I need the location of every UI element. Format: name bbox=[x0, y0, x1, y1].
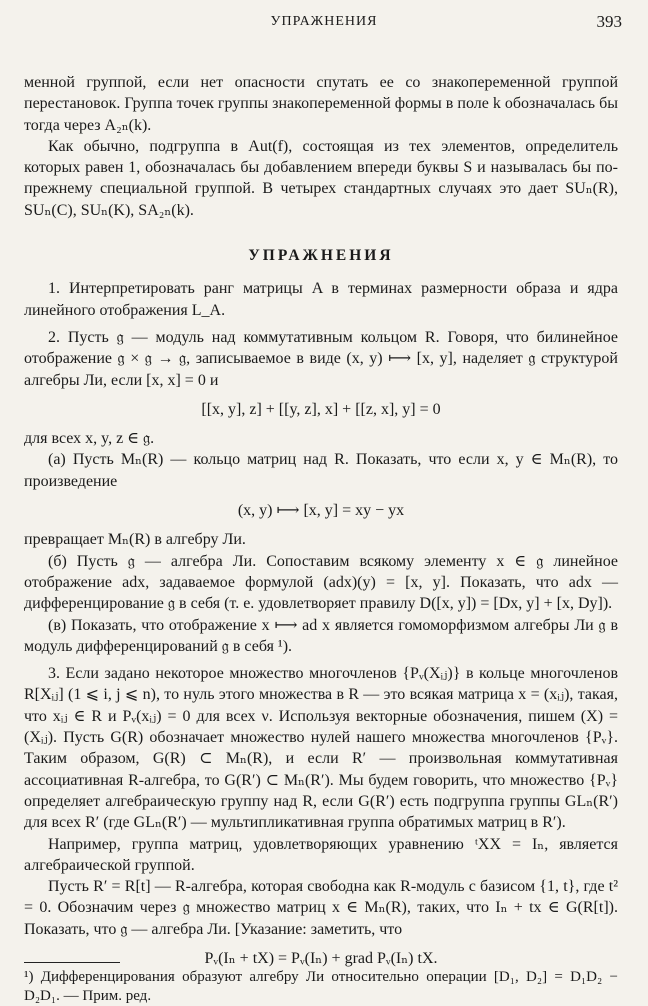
page-number: 393 bbox=[596, 12, 622, 31]
commutator-formula: (x, y) ⟼ [x, y] = xy − yx bbox=[237, 502, 405, 520]
exercise-2-forall: для всех x, y, z ∈ 𝔤. bbox=[24, 430, 155, 448]
intro-paragraph-1: менной группой, если нет опасности спутать ее со знакопеременной группой перестановок. Группа точек группы знакопеременной формы в поле k обозначалась бы тогда через A₂ₙ(k). bbox=[24, 74, 618, 134]
exercise-2a: (а) Пусть Mₙ(R) — кольцо матриц над R. Показать, что если x, y ∈ Mₙ(R), то произведение bbox=[24, 451, 618, 490]
section-heading: УПРАЖНЕНИЯ bbox=[248, 247, 394, 265]
running-header: УПРАЖНЕНИЯ bbox=[270, 14, 378, 29]
footnote-divider bbox=[24, 962, 120, 963]
exercise-1: 1. Интерпретировать ранг матрицы A в терминах размерности образа и ядра линейного отображения L_A. bbox=[24, 280, 618, 319]
intro-paragraph-2: Как обычно, подгруппа в Aut(f), состоящая из тех элементов, определитель которых равен 1, обозначалась бы добавлением впереди буквы S и называлась бы по-прежнему специальной группой. В четырех стандартных случаях это дает SUₙ(R), SUₙ(C), SUₙ(K), SA₂ₙ(k). bbox=[24, 137, 618, 219]
exercise-3-example: Например, группа матриц, удовлетворяющих уравнению ᵗXX = Iₙ, является алгебраической группой. bbox=[24, 835, 618, 874]
exercise-3: 3. Если задано некоторое множество многочленов {Pᵥ(Xᵢⱼ)} в кольце многочленов R[Xᵢⱼ] (1 ⩽ i, j ⩽ n), то нуль этого множества в R — это всякая матрица x = (xᵢⱼ), такая, что xᵢⱼ ∈ R и Pᵥ(xᵢⱼ) = 0 для всех ν. Используя векторные обозначения, пишем (X) = (Xᵢⱼ). Пусть G(R) обозначает множество нулей нашего множества многочленов {Pᵥ}. Таким образом, G(R) ⊂ Mₙ(R), и если R′ — произвольная коммутативная ассоциативная R-алгебра, то G(R′) ⊂ Mₙ(R′). Мы будем говорить, что множество {Pᵥ} определяет алгебраическую группу над R, если G(R′) есть подгруппа группы GLₙ(R′) для всех R′ (где GLₙ(R′) — мультипликативная группа обратимых матриц в R′). bbox=[24, 665, 618, 832]
jacobi-identity: [[x, y], z] + [[y, z], x] + [[z, x], y] = 0 bbox=[201, 400, 441, 418]
exercise-2b: (б) Пусть 𝔤 — алгебра Ли. Сопоставим всякому элементу x ∈ 𝔤 линейное отображение adx, задаваемое формулой (adx)(y) = [x, y]. Показать, что adx — дифференцирование 𝔤 в себя (т. е. удовлетворяет правилу D([x, y]) = [Dx, y] + [x, Dy]). bbox=[24, 552, 618, 613]
footnote: ¹) Дифференцирования образуют алгебру Ли относительно операции [D₁, D₂] = D₁D₂ − D₂D₁. — Прим. ред. bbox=[24, 969, 618, 1004]
page-body bbox=[24, 72, 618, 977]
exercise-2-intro: 2. Пусть 𝔤 — модуль над коммутативным кольцом R. Говоря, что билинейное отображение 𝔤 × 𝔤 → 𝔤, записываемое в виде (x, y) ⟼ [x, y], наделяет 𝔤 структурой алгебры Ли, если [x, x] = 0 и bbox=[24, 328, 618, 389]
exercise-2c: (в) Показать, что отображение x ⟼ ad x является гомоморфизмом алгебры Ли 𝔤 в модуль дифференцирований 𝔤 в себя ¹). bbox=[24, 616, 618, 655]
gradient-formula: Pᵥ(Iₙ + tX) = Pᵥ(Iₙ) + grad Pᵥ(Iₙ) tX. bbox=[204, 949, 438, 967]
exercise-3-let: Пусть R′ = R[t] — R-алгебра, которая свободна как R-модуль с базисом {1, t}, где t² = 0. Обозначим через 𝔤 множество матриц x ∈ Mₙ(R), таких, что Iₙ + tx ∈ G(R[t]). Показать, что 𝔤 — алгебра Ли. [Указание: заметить, что bbox=[24, 878, 618, 938]
exercise-2a-end: превращает Mₙ(R) в алгебру Ли. bbox=[24, 531, 246, 549]
